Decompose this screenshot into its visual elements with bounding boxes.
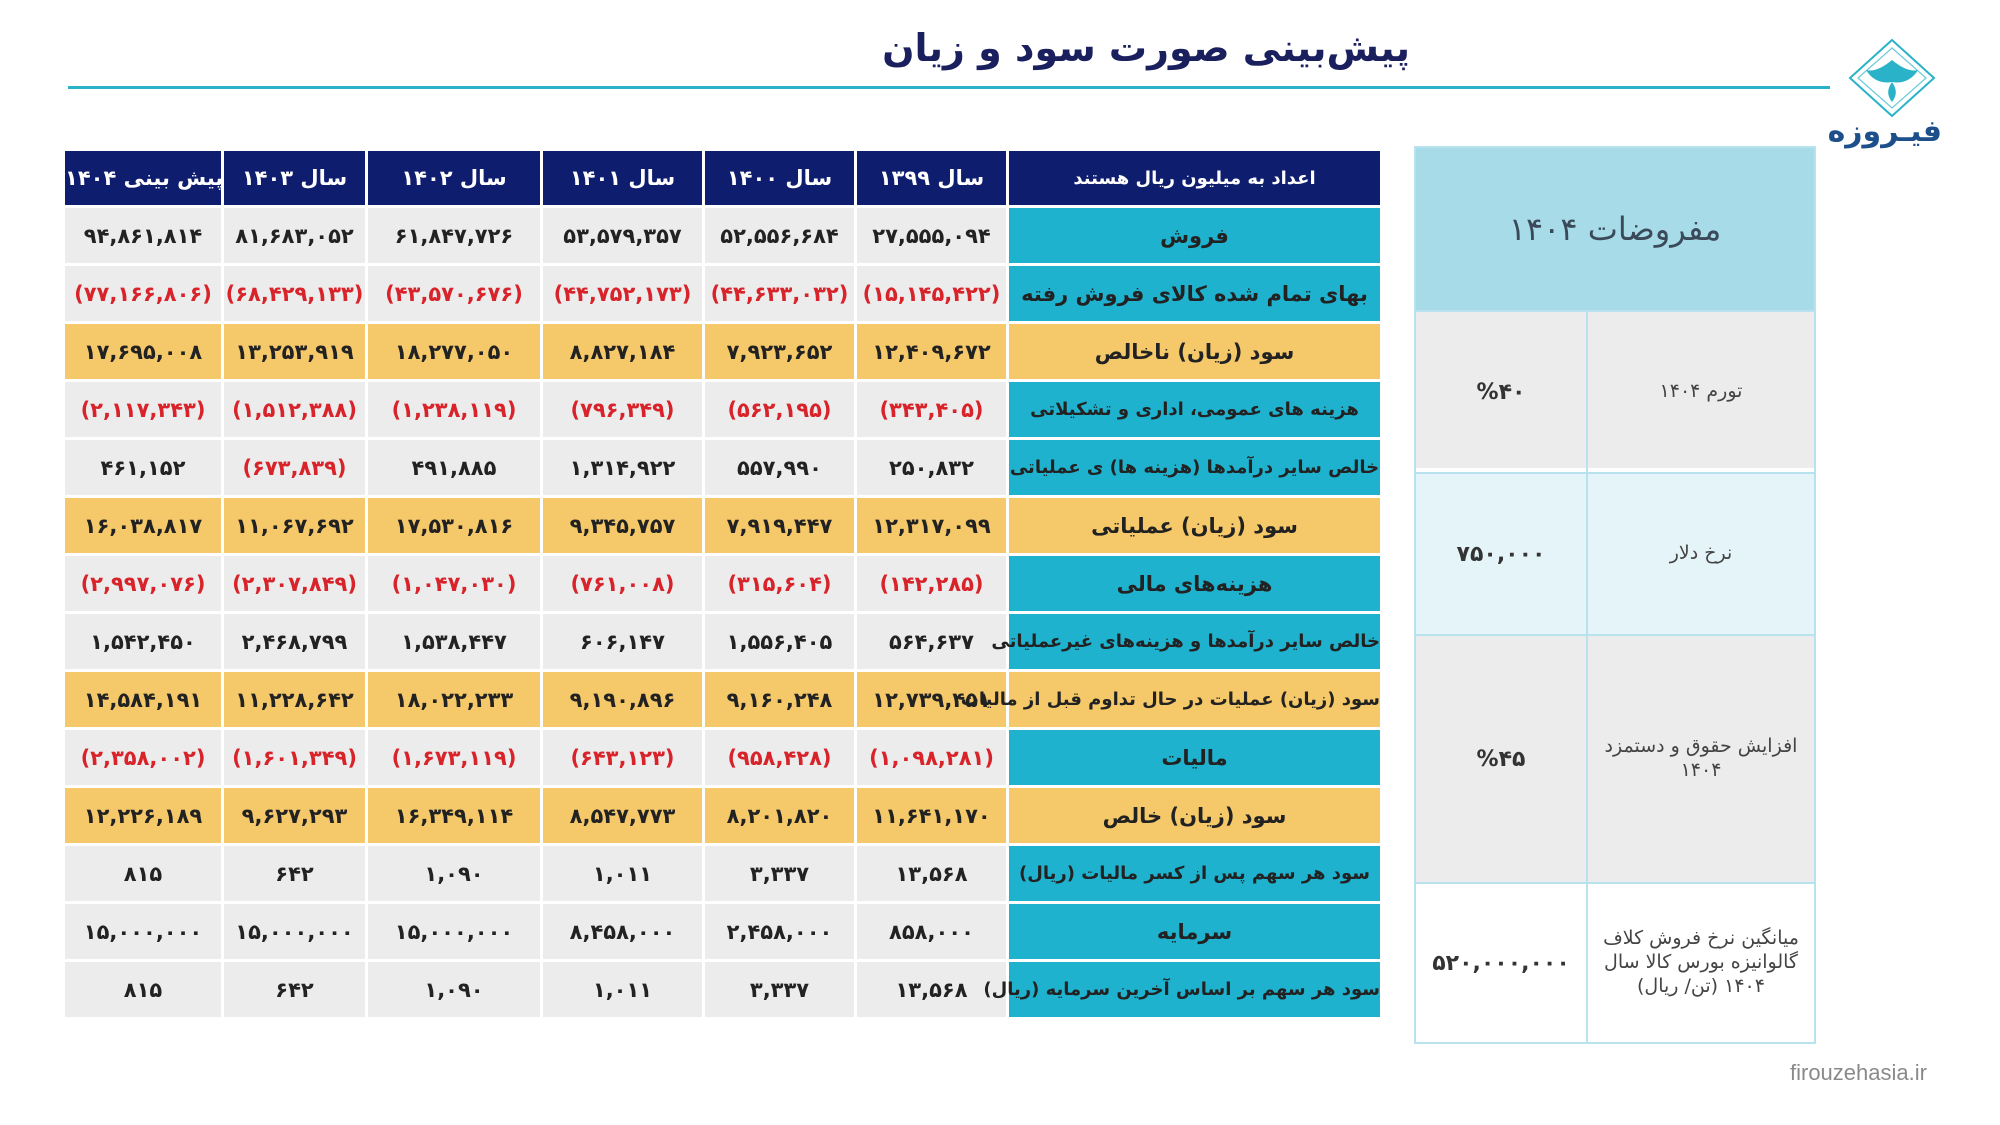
value-cell: (۹۵۸,۴۲۸): [704, 729, 856, 787]
value-cell: (۶۷۳,۸۳۹): [223, 439, 367, 497]
value-cell: ۱۵,۰۰۰,۰۰۰: [367, 903, 542, 961]
value-cell: ۱۲,۲۲۶,۱۸۹: [64, 787, 223, 845]
value-cell: (۲,۹۹۷,۰۷۶): [64, 555, 223, 613]
value-cell: ۹,۳۴۵,۷۵۷: [542, 497, 704, 555]
value-cell: ۱,۳۱۴,۹۲۲: [542, 439, 704, 497]
row-label: خالص سایر درآمدها و هزینه‌های غیرعملیاتی: [1008, 613, 1382, 671]
website-footer[interactable]: firouzehasia.ir: [1790, 1060, 1927, 1085]
table-row: [64, 207, 1382, 265]
table-row: [64, 729, 1382, 787]
assumption-row-inflation: [1416, 310, 1814, 472]
value-cell: (۲,۱۱۷,۳۴۳): [64, 381, 223, 439]
page-title: پیش‌بینی صورت سود و زیان: [882, 26, 1410, 70]
row-label: بهای تمام شده کالای فروش رفته: [1008, 265, 1382, 323]
row-label: سود (زیان) عملیات در حال تداوم قبل از مالیات: [1008, 671, 1382, 729]
value-cell: (۷۹۶,۳۴۹): [542, 381, 704, 439]
value-cell: ۱۵,۰۰۰,۰۰۰: [64, 903, 223, 961]
logo-text: فیـروزه: [1827, 114, 1942, 149]
row-label: فروش: [1008, 207, 1382, 265]
value-cell: (۳۴۳,۴۰۵): [856, 381, 1008, 439]
value-cell: ۸,۴۵۸,۰۰۰: [542, 903, 704, 961]
table-row: [64, 439, 1382, 497]
value-cell: (۴۳,۵۷۰,۶۷۶): [367, 265, 542, 323]
value-cell: (۴۴,۶۳۳,۰۳۲): [704, 265, 856, 323]
assumptions-title: مفروضات ۱۴۰۴: [1416, 148, 1814, 310]
value-cell: ۵۶۴,۶۳۷: [856, 613, 1008, 671]
value-cell: (۱۴۲,۲۸۵): [856, 555, 1008, 613]
value-cell: ۸۵۸,۰۰۰: [856, 903, 1008, 961]
value-cell: ۸,۵۴۷,۷۷۳: [542, 787, 704, 845]
value-cell: ۱۶,۰۳۸,۸۱۷: [64, 497, 223, 555]
row-label: سود هر سهم بر اساس آخرین سرمایه (ریال): [1008, 961, 1382, 1019]
units-note-header: اعداد به میلیون ریال هستند: [1008, 150, 1382, 207]
assumption-value: ۵۲۰,۰۰۰,۰۰۰: [1416, 884, 1588, 1042]
value-cell: ۱۴,۵۸۴,۱۹۱: [64, 671, 223, 729]
value-cell: (۱,۰۹۸,۲۸۱): [856, 729, 1008, 787]
value-cell: ۵۵۷,۹۹۰: [704, 439, 856, 497]
row-label: خالص سایر درآمدها (هزینه ها) ی عملیاتی: [1008, 439, 1382, 497]
row-label: سود (زیان) عملیاتی: [1008, 497, 1382, 555]
table-header-row: [64, 150, 1382, 207]
value-cell: ۱۶,۳۴۹,۱۱۴: [367, 787, 542, 845]
value-cell: (۱,۶۰۱,۳۴۹): [223, 729, 367, 787]
table-row: [64, 497, 1382, 555]
value-cell: ۱۲,۴۰۹,۶۷۲: [856, 323, 1008, 381]
value-cell: ۴۶۱,۱۵۲: [64, 439, 223, 497]
value-cell: (۷۶۱,۰۰۸): [542, 555, 704, 613]
table-row: [64, 961, 1382, 1019]
assumption-label: افزایش حقوق و دستمزد ۱۴۰۴: [1604, 735, 1798, 781]
table-row: [64, 265, 1382, 323]
column-header-1400: سال ۱۴۰۰: [704, 150, 856, 207]
value-cell: ۱۷,۵۳۰,۸۱۶: [367, 497, 542, 555]
value-cell: ۲۷,۵۵۵,۰۹۴: [856, 207, 1008, 265]
value-cell: ۱۷,۶۹۵,۰۰۸: [64, 323, 223, 381]
value-cell: ۵۲,۵۵۶,۶۸۴: [704, 207, 856, 265]
value-cell: ۱,۰۹۰: [367, 845, 542, 903]
value-cell: ۸۱۵: [64, 845, 223, 903]
value-cell: (۲,۳۵۸,۰۰۲): [64, 729, 223, 787]
value-cell: ۶۴۲: [223, 961, 367, 1019]
value-cell: ۱,۰۱۱: [542, 961, 704, 1019]
assumptions-panel: [1414, 146, 1816, 1044]
value-cell: ۸۱۵: [64, 961, 223, 1019]
row-label: سرمایه: [1008, 903, 1382, 961]
value-cell: ۱,۰۱۱: [542, 845, 704, 903]
table-row: [64, 903, 1382, 961]
value-cell: ۹,۱۶۰,۲۴۸: [704, 671, 856, 729]
column-header-1404-forecast: پیش بینی ۱۴۰۴: [64, 150, 223, 207]
value-cell: (۲,۳۰۷,۸۴۹): [223, 555, 367, 613]
assumption-label: تورم ۱۴۰۴: [1659, 380, 1743, 403]
column-header-1399: سال ۱۳۹۹: [856, 150, 1008, 207]
row-label: سود (زیان) ناخالص: [1008, 323, 1382, 381]
value-cell: ۲,۴۶۸,۷۹۹: [223, 613, 367, 671]
value-cell: ۷,۹۲۳,۶۵۲: [704, 323, 856, 381]
value-cell: (۴۴,۷۵۲,۱۷۳): [542, 265, 704, 323]
value-cell: ۱۸,۲۷۷,۰۵۰: [367, 323, 542, 381]
value-cell: (۱,۵۱۲,۳۸۸): [223, 381, 367, 439]
value-cell: ۱۱,۰۶۷,۶۹۲: [223, 497, 367, 555]
value-cell: ۱۱,۶۴۱,۱۷۰: [856, 787, 1008, 845]
value-cell: ۶۴۲: [223, 845, 367, 903]
table-row: [64, 845, 1382, 903]
value-cell: ۱۲,۳۱۷,۰۹۹: [856, 497, 1008, 555]
value-cell: ۹۴,۸۶۱,۸۱۴: [64, 207, 223, 265]
table-row: [64, 613, 1382, 671]
assumption-value: %۴۰: [1416, 312, 1588, 472]
value-cell: ۲۵۰,۸۳۲: [856, 439, 1008, 497]
value-cell: ۳,۳۳۷: [704, 845, 856, 903]
value-cell: ۱,۵۴۲,۴۵۰: [64, 613, 223, 671]
table-row: [64, 787, 1382, 845]
value-cell: ۵۳,۵۷۹,۳۵۷: [542, 207, 704, 265]
value-cell: ۶۰۶,۱۴۷: [542, 613, 704, 671]
column-header-1403: سال ۱۴۰۳: [223, 150, 367, 207]
value-cell: ۴۹۱,۸۸۵: [367, 439, 542, 497]
value-cell: ۸,۲۰۱,۸۲۰: [704, 787, 856, 845]
value-cell: ۱۱,۲۲۸,۶۴۲: [223, 671, 367, 729]
assumption-row-dollar-rate: [1416, 472, 1814, 634]
row-label: هزینه های عمومی، اداری و تشکیلاتی: [1008, 381, 1382, 439]
value-cell: ۶۱,۸۴۷,۷۲۶: [367, 207, 542, 265]
value-cell: (۱,۲۳۸,۱۱۹): [367, 381, 542, 439]
row-label: سود (زیان) خالص: [1008, 787, 1382, 845]
value-cell: (۶۴۳,۱۲۳): [542, 729, 704, 787]
value-cell: ۱۳,۲۵۳,۹۱۹: [223, 323, 367, 381]
column-header-1401: سال ۱۴۰۱: [542, 150, 704, 207]
assumption-label: میانگین نرخ فروش کلاف گالوانیزه بورس کالا سال ۱۴۰۴ (تن/ ریال): [1603, 927, 1799, 997]
row-label: سود هر سهم پس از کسر مالیات (ریال): [1008, 845, 1382, 903]
table-row: [64, 381, 1382, 439]
value-cell: ۱۳,۵۶۸: [856, 845, 1008, 903]
value-cell: (۷۷,۱۶۶,۸۰۶): [64, 265, 223, 323]
value-cell: (۱,۶۷۳,۱۱۹): [367, 729, 542, 787]
value-cell: (۵۶۲,۱۹۵): [704, 381, 856, 439]
value-cell: ۸,۸۲۷,۱۸۴: [542, 323, 704, 381]
value-cell: ۱۲,۷۳۹,۴۵۱: [856, 671, 1008, 729]
table-row: [64, 323, 1382, 381]
table-row: [64, 671, 1382, 729]
value-cell: ۱۳,۵۶۸: [856, 961, 1008, 1019]
value-cell: ۱۵,۰۰۰,۰۰۰: [223, 903, 367, 961]
value-cell: (۶۸,۴۲۹,۱۳۳): [223, 265, 367, 323]
assumption-row-wage-increase: [1416, 634, 1814, 882]
value-cell: ۲,۴۵۸,۰۰۰: [704, 903, 856, 961]
value-cell: ۸۱,۶۸۳,۰۵۲: [223, 207, 367, 265]
table-row: [64, 555, 1382, 613]
assumption-value: ۷۵۰,۰۰۰: [1416, 474, 1588, 634]
value-cell: ۱۸,۰۲۲,۲۳۳: [367, 671, 542, 729]
assumption-label: نرخ دلار: [1669, 542, 1733, 565]
value-cell: (۱,۰۴۷,۰۳۰): [367, 555, 542, 613]
value-cell: ۹,۱۹۰,۸۹۶: [542, 671, 704, 729]
row-label: مالیات: [1008, 729, 1382, 787]
value-cell: (۳۱۵,۶۰۴): [704, 555, 856, 613]
value-cell: ۳,۳۳۷: [704, 961, 856, 1019]
column-header-1402: سال ۱۴۰۲: [367, 150, 542, 207]
assumption-value: %۴۵: [1416, 636, 1588, 882]
brand-logo: [1827, 38, 1942, 163]
value-cell: (۱۵,۱۴۵,۴۲۲): [856, 265, 1008, 323]
value-cell: ۱,۵۵۶,۴۰۵: [704, 613, 856, 671]
value-cell: ۹,۶۲۷,۲۹۳: [223, 787, 367, 845]
row-label: هزینه‌های مالی: [1008, 555, 1382, 613]
value-cell: ۱,۰۹۰: [367, 961, 542, 1019]
title-underline: [68, 86, 1830, 89]
income-statement-table: [62, 148, 1383, 1020]
assumption-row-galvanized-price: [1416, 882, 1814, 1042]
value-cell: ۱,۵۳۸,۴۴۷: [367, 613, 542, 671]
value-cell: ۷,۹۱۹,۴۴۷: [704, 497, 856, 555]
